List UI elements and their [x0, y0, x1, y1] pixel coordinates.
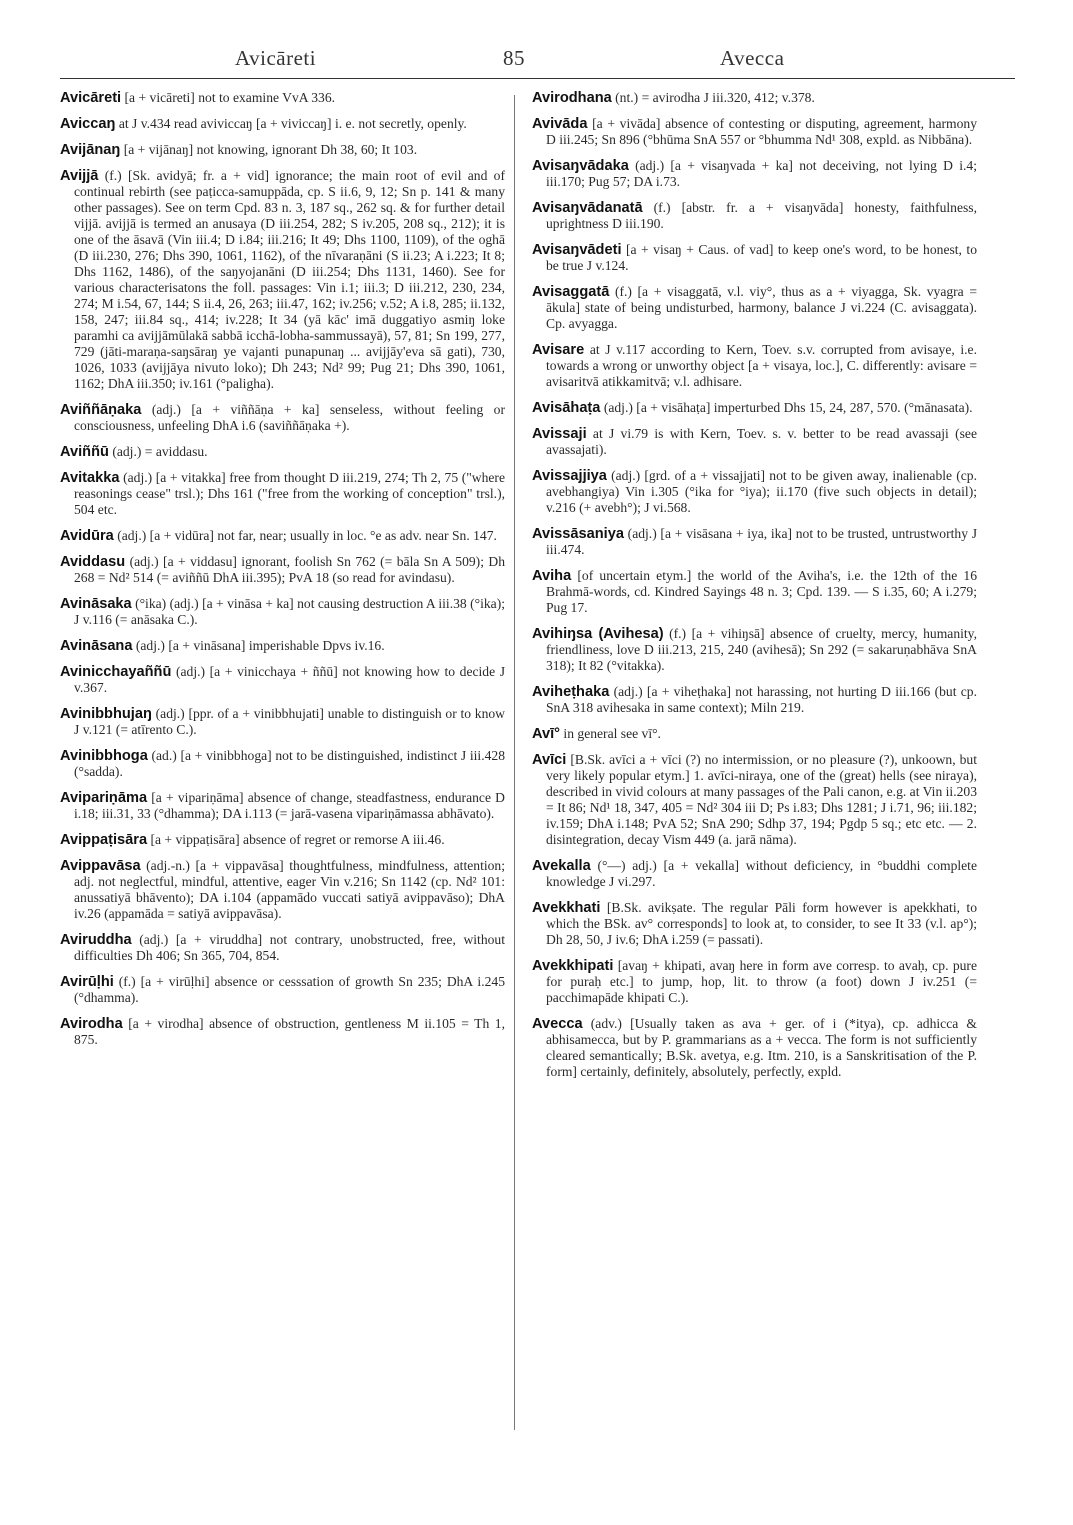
- entry-definition: [of uncertain etym.] the world of the Aviha's, i.e. the 12th of the 16 Brahmā-words, cd. Kindred Sayings 48 n. 3; Cpd. 139. — S i.35, 60; A i.279; Pug 17.: [546, 568, 977, 615]
- entry-definition: (f.) [a + vihiŋsā] absence of cruelty, mercy, humanity, friendliness, love D iii.213, 215, 240 (avihesā); Sn 292 (= sakaruṇabhāva SnA 318); It 82 (°vitakka).: [546, 626, 977, 673]
- entry-definition: (adj.) [grd. of a + vissajjati] not to be given away, inalienable (cp. avebhangiya) Vin i.305 (°ika for °iya); ii.170 (five such objects in detail); v.216 (+ avebh°); J vi.568.: [546, 468, 977, 515]
- dictionary-entry: [60, 748, 505, 780]
- entry-headword: Aviruddha: [60, 932, 132, 948]
- entry-headword: Avinibbhujaŋ: [60, 706, 152, 722]
- running-head-right: Avecca: [720, 46, 785, 70]
- entry-headword: Avisare: [532, 342, 585, 358]
- dictionary-entry: [532, 284, 977, 332]
- dictionary-entry: [60, 470, 505, 518]
- entry-definition: at J v.434 read aviviccaŋ [a + viviccaŋ] i. e. not secretly, openly.: [118, 116, 467, 131]
- entry-headword: Avissāsaniya: [532, 526, 624, 542]
- entry-definition: (adj.) [a + visāhaṭa] imperturbed Dhs 15, 24, 287, 570. (°mānasata).: [603, 400, 973, 415]
- dictionary-entry: [532, 342, 977, 390]
- entry-definition: (adj.-n.) [a + vippavāsa] thoughtfulness, mindfulness, attention; adj. not neglectful, mindful, attentive, eager Vin v.216; Sn 1142 (cp. Nd² 101: anussatiyā bhāvento); DA i.104 (appamādo vuccati satiyā avippavāso); DhA iv.26 (appamāda = satiyā avippavāsa).: [74, 858, 505, 921]
- entry-definition: (°—) adj.) [a + vekalla] without deficiency, in °buddhi complete knowledge J vi.297.: [546, 858, 977, 889]
- entry-headword: Avicāreti: [60, 90, 122, 106]
- entry-headword: Avisaŋvādanatā: [532, 200, 643, 216]
- entry-definition: (adj.) [a + viññāṇa + ka] senseless, without feeling or consciousness, unfeeling DhA i.6 (saviññāṇaka +).: [74, 402, 506, 433]
- column-divider: [514, 95, 515, 1430]
- entry-headword: Avihiŋsa (Avihesa): [532, 626, 664, 642]
- entry-definition: (adj.) [a + vitakka] free from thought D iii.219, 274; Th 2, 75 ("where reasonings cease" trsl.); Dhs 161 ("free from the working of conception" trsl.), 504 etc.: [74, 470, 505, 517]
- dictionary-entry: [532, 684, 977, 716]
- entry-definition: (adj.) = aviddasu.: [112, 444, 208, 459]
- entry-definition: (°ika) (adj.) [a + vināsa + ka] not causing destruction A iii.38 (°ika); J v.116 (= anāsaka C.).: [74, 596, 505, 627]
- entry-definition: (f.) [Sk. avidyā; fr. a + vid] ignorance; the main root of evil and of continual rebirth (see paṭicca-samuppāda, cp. S ii.6, 9, 12; Sn p. 141 & many other passages). See on term Cpd. 83 n. 3, 187 sq., 262 sq. & for further detail vijjā. avijjā is termed an anusaya (D iii.254, 282; S iv.205, 208 sq., 212); it is one of the āsavā (Vin iii.4; D i.84; iii.216; It 49; Dhs 1100, 1109), of the oghā (D iii.230, 276; Dhs 390, 1061, 1162), of the nīvaraṇāni (S ii.23; A i.223; It 8; Dhs 1162, 1486), of the saŋyojanāni (D iii.254; Dhs 1131, 1460). See for various characterisatons the foll. passages: Vin i.1; iii.3; D iii.212, 230, 234, 274; M i.54, 67, 144; S ii.4, 26, 263; iii.47, 162; iv.256; v.52; A i.8, 285; ii.132, 158, 247; iii.84 sq., 414; iv.228; It 34 (yā kāc' imā duggatiyo asmiŋ loke paramhi ca avijjāmūlakā sabbā icchā-lobha-sammussayā), 57, 81; Sn 199, 277, 729 (jāti-maraṇa-saŋsāraŋ ye vajanti punapunaŋ ... avijjāy'eva sā gati), 730, 1026, 1033 (avijjāya nivuto loko); Dh 243; Nd² 99; Pug 21; Dhs 390, 1061, 1162; DhA iii.350; iv.161 (°paligha).: [74, 168, 505, 391]
- entry-headword: Aviññū: [60, 444, 109, 460]
- dictionary-entry: [532, 900, 977, 948]
- entry-definition: [avaŋ + khipati, avaŋ here in form ave corresp. to avaḥ, cp. pure for puraḥ etc.] to jump, hop, lit. to throw (a foot) down J iv.251 (= pacchimapāde khipati C.).: [546, 958, 977, 1005]
- entry-headword: Avirodha: [60, 1016, 123, 1032]
- entry-definition: [a + vippaṭisāra] absence of regret or remorse A iii.46.: [150, 832, 445, 847]
- entry-definition: [a + vivāda] absence of contesting or disputing, agreement, harmony D iii.245; Sn 896 (°bhūma SnA 557 or °bhumma Nd¹ 308, expld. as Nibbāna).: [546, 116, 977, 147]
- entry-headword: Avivāda: [532, 116, 588, 132]
- dictionary-entry: [532, 958, 977, 1006]
- dictionary-entry: [532, 526, 977, 558]
- entry-headword: Avinicchayaññū: [60, 664, 172, 680]
- dictionary-entry: [60, 664, 505, 696]
- entry-headword: Avippavāsa: [60, 858, 141, 874]
- dictionary-entry: [60, 596, 505, 628]
- entry-definition: [a + vijānaŋ] not knowing, ignorant Dh 38, 60; It 103.: [123, 142, 418, 157]
- entry-definition: (adj.) [a + visāsana + iya, ika] not to be trusted, untrustworthy J iii.474.: [546, 526, 977, 557]
- entry-headword: Avijānaŋ: [60, 142, 121, 158]
- entry-headword: Avirūḷhi: [60, 974, 114, 990]
- dictionary-entry: [60, 528, 505, 544]
- entry-definition: (f.) [a + virūḷhi] absence or cesssation of growth Sn 235; DhA i.245 (°dhamma).: [74, 974, 505, 1005]
- entry-headword: Avekkhati: [532, 900, 601, 916]
- entry-headword: Avipariṇāma: [60, 790, 148, 806]
- dictionary-entry: [532, 116, 977, 148]
- left-column: [60, 90, 505, 1058]
- entry-headword: Avī°: [532, 726, 561, 742]
- entry-definition: (adj.) [ppr. of a + vinibbhujati] unable to distinguish or to know J v.121 (= atīrento C.).: [74, 706, 505, 737]
- entry-headword: Aviccaŋ: [60, 116, 116, 132]
- dictionary-entry: [532, 242, 977, 274]
- dictionary-entry: [60, 142, 505, 158]
- entry-headword: Aviddasu: [60, 554, 126, 570]
- dictionary-entry: [532, 158, 977, 190]
- dictionary-entry: [60, 832, 505, 848]
- dictionary-entry: [60, 858, 505, 922]
- dictionary-entry: [60, 790, 505, 822]
- entry-definition: (adj.) [a + viddasu] ignorant, foolish Sn 762 (= bāla Sn A 509); Dh 268 = Nd² 514 (= aviññū DhA iii.395); PvA 18 (so read for avindasu).: [74, 554, 505, 585]
- entry-headword: Avippaṭisāra: [60, 832, 148, 848]
- dictionary-entry: [532, 568, 977, 616]
- entry-definition: (f.) [a + visaggatā, v.l. viy°, thus as a + viyagga, Sk. vyagra = ākula] state of being undisturbed, harmony, balance J vi.224 (C. avisaggata). Cp. avyagga.: [546, 284, 977, 331]
- entry-definition: at J vi.79 is with Kern, Toev. s. v. better to be read avassaji (see avassajati).: [546, 426, 977, 457]
- entry-headword: Aviññāṇaka: [60, 402, 142, 418]
- entry-headword: Avissaji: [532, 426, 587, 442]
- running-head-left: Avicāreti: [235, 46, 317, 70]
- dictionary-entry: [60, 168, 505, 392]
- entry-headword: Avisaŋvādeti: [532, 242, 622, 258]
- entry-definition: (adj.) [a + vināsana] imperishable Dpvs iv.16.: [135, 638, 385, 653]
- dictionary-entry: [532, 200, 977, 232]
- entry-headword: Avinibbhoga: [60, 748, 148, 764]
- entry-definition: at J v.117 according to Kern, Toev. s.v. corrupted from avisaye, i.e. towards a wrong or unworthy object [a + visaya, loc.], C. differently: avisare = avisaritvā atikkamitvā; v.l. adhisare.: [546, 342, 977, 389]
- dictionary-entry: [532, 752, 977, 848]
- entry-headword: Avitakka: [60, 470, 120, 486]
- dictionary-entry: [532, 858, 977, 890]
- dictionary-entry: [532, 626, 977, 674]
- entry-headword: Avissajjiya: [532, 468, 607, 484]
- entry-headword: Avisaŋvādaka: [532, 158, 629, 174]
- entry-definition: [a + virodha] absence of obstruction, gentleness M ii.105 = Th 1, 875.: [74, 1016, 505, 1047]
- dictionary-entry: [60, 90, 505, 106]
- entry-definition: [a + vipariṇāma] absence of change, steadfastness, endurance D i.18; iii.31, 33 (°dhamma); DA i.113 (= jarā-vasena vipariṇāmassa abhāvato).: [74, 790, 505, 821]
- dictionary-entry: [60, 402, 505, 434]
- entry-definition: in general see vī°.: [563, 726, 661, 741]
- entry-definition: [B.Sk. avīci a + vīci (?) no intermission, or no pleasure (?), unkoown, but very likely popular etym.] 1. avīci-niraya, one of the (great) hells (see niraya), described in vivid colours at many passages of the Pali canon, e.g. at Vin ii.203 = It 86; Nd¹ 18, 347, 405 = Nd² 304 iii D; Ps i.83; Dhs 1281; J i.71, 96; iii.182; iv.159; DhA i.148; PvA 52; SnA 290; Sdhp 37, 194; Pgdp 5 sq.; etc etc. — 2. disintegration, decay Vism 449 (a. jarā nāma).: [546, 752, 978, 847]
- dictionary-entry: [60, 554, 505, 586]
- dictionary-entry: [60, 1016, 505, 1048]
- dictionary-entry: [532, 1016, 977, 1080]
- entry-definition: [a + vicāreti] not to examine VvA 336.: [124, 90, 336, 105]
- dictionary-entry: [60, 974, 505, 1006]
- dictionary-entry: [532, 468, 977, 516]
- entry-definition: [a + visaŋ + Caus. of vad] to keep one's word, to be honest, to be true J v.124.: [546, 242, 977, 273]
- entry-headword: Avijjā: [60, 168, 99, 184]
- entry-definition: (f.) [abstr. fr. a + visaŋvāda] honesty, faithfulness, uprightness D iii.190.: [546, 200, 977, 231]
- entry-definition: (adv.) [Usually taken as ava + ger. of i (*itya), cp. adhicca & abhisamecca, but by P. grammarians as a + vecca. The form is not sufficiently cleared semantically; B.Sk. avetya, e.g. Itm. 210, is a Sanskritisation of the P. form] certainly, definitely, absolutely, perfectly, expld.: [546, 1016, 977, 1079]
- entry-headword: Avirodhana: [532, 90, 612, 106]
- entry-headword: Avekkhipati: [532, 958, 614, 974]
- entry-definition: (adj.) [a + viheṭhaka] not harassing, not hurting D iii.166 (but cp. SnA 318 avihesaka in same context); Miln 219.: [546, 684, 977, 715]
- dictionary-entry: [60, 116, 505, 132]
- entry-headword: Avidūra: [60, 528, 114, 544]
- entry-headword: Avecca: [532, 1016, 583, 1032]
- dictionary-entry: [60, 638, 505, 654]
- dictionary-entry: [60, 444, 505, 460]
- dictionary-entry: [532, 426, 977, 458]
- entry-headword: Avisāhaṭa: [532, 400, 601, 416]
- entry-definition: (adj.) [a + visaŋvada + ka] not deceiving, not lying D i.4; iii.170; Pug 57; DA i.73.: [546, 158, 977, 189]
- entry-definition: (ad.) [a + vinibbhoga] not to be distinguished, indistinct J iii.428 (°sadda).: [74, 748, 505, 779]
- dictionary-entry: [532, 400, 977, 416]
- entry-headword: Aviheṭhaka: [532, 684, 610, 700]
- header-rule: [60, 78, 1015, 79]
- dictionary-entry: [60, 932, 505, 964]
- dictionary-entry: [60, 706, 505, 738]
- entry-definition: (adj.) [a + viruddha] not contrary, unobstructed, free, without difficulties Dh 406; Sn 365, 704, 854.: [74, 932, 506, 963]
- entry-headword: Avīci: [532, 752, 567, 768]
- dictionary-entry: [532, 90, 977, 106]
- entry-definition: (adj.) [a + vinicchaya + ññū] not knowing how to decide J v.367.: [74, 664, 505, 695]
- entry-headword: Aviha: [532, 568, 572, 584]
- entry-definition: (nt.) = avirodha J iii.320, 412; v.378.: [615, 90, 815, 105]
- entry-headword: Avekalla: [532, 858, 591, 874]
- right-column: [532, 90, 977, 1090]
- entry-headword: Avināsana: [60, 638, 133, 654]
- entry-headword: Avisaggatā: [532, 284, 610, 300]
- entry-definition: [B.Sk. avikṣate. The regular Pāli form however is apekkhati, to which the BSk. av° corresponds] to look at, to consider, to see It 33 (v.l. ap°); Dh 28, 50, J iv.6; DhA i.259 (= passati).: [546, 900, 978, 947]
- page-header: [60, 42, 1015, 74]
- page-number: 85: [503, 46, 525, 70]
- dictionary-entry: [532, 726, 977, 742]
- entry-headword: Avināsaka: [60, 596, 132, 612]
- entry-definition: (adj.) [a + vidūra] not far, near; usually in loc. °e as adv. near Sn. 147.: [117, 528, 497, 543]
